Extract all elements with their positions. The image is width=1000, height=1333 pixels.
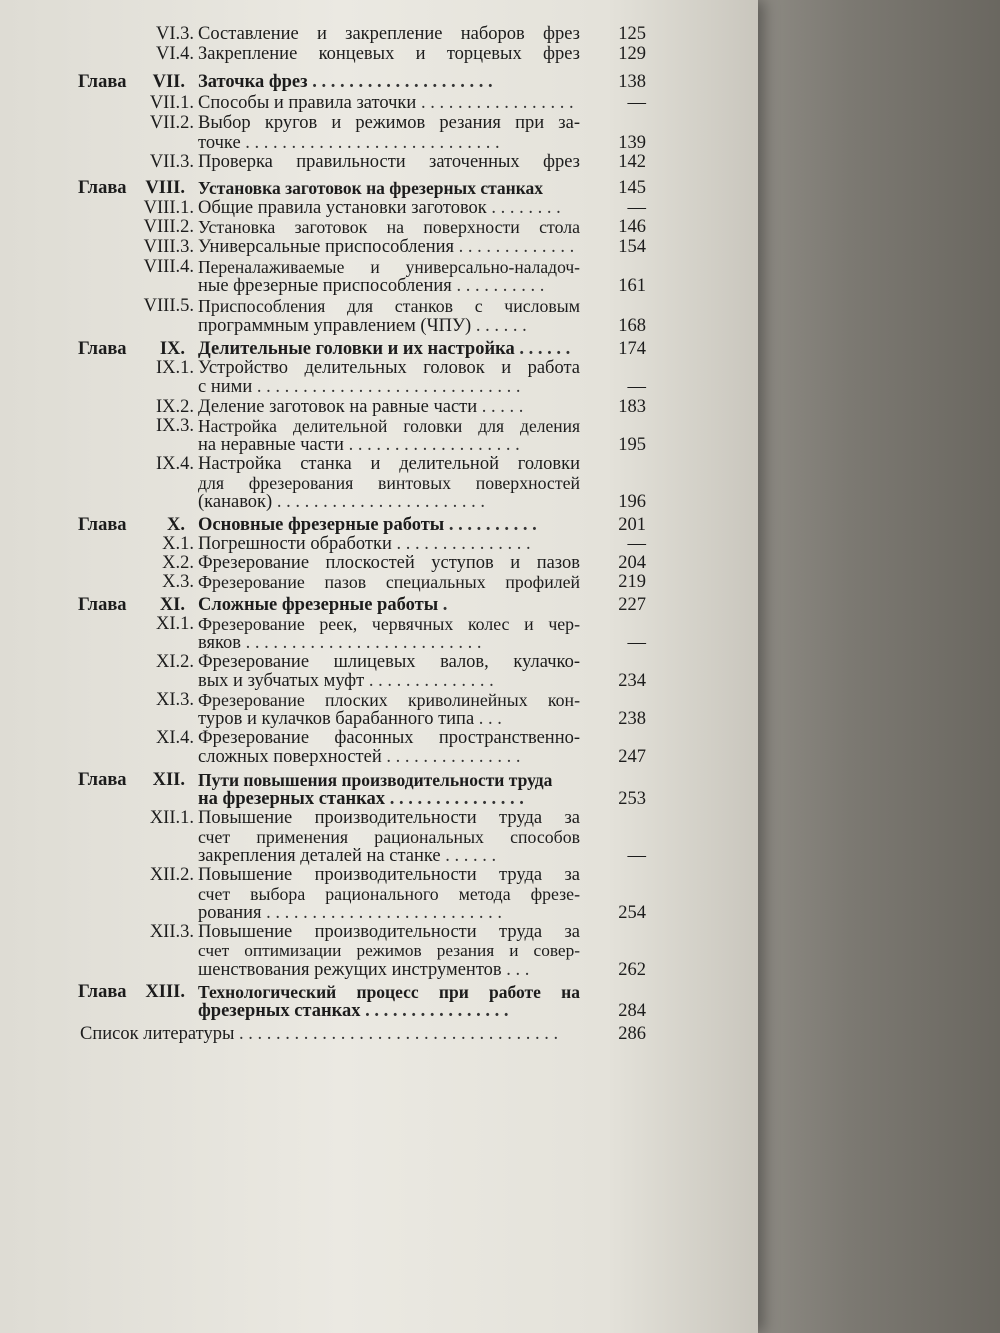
page-number: 129 [618, 44, 646, 64]
section-title-cont: точке [198, 133, 241, 153]
page-number: 174 [618, 339, 646, 359]
section-number: XII.1. [149, 808, 194, 828]
toc-chapter-xi: Глава XI. Сложные фрезерные работы . 227 [78, 595, 646, 615]
section-title-cont: (канавок) [198, 492, 273, 512]
toc-entry-vii2-cont: точке . . . . . . . . . . . . . . . . . . . . . . . . . . . . 139 [198, 133, 646, 153]
section-title-cont: для фрезерования винтовых поверхностей [198, 473, 580, 493]
page-number: 262 [618, 960, 646, 980]
section-title-cont: с ними [198, 377, 253, 397]
section-title: Настройка станка и делительной головки [198, 454, 580, 474]
toc-entry-xii1-cont2: закрепления деталей на станке . . . . . . — [198, 846, 646, 866]
page-number: 201 [618, 515, 646, 535]
section-title: Повышение производительности труда за [198, 922, 580, 942]
toc-entry-xii2-cont2: рования . . . . . . . . . . . . . . . . . . . . . . . . . . 254 [198, 903, 646, 923]
chapter-number: VIII. [145, 178, 185, 198]
section-number: VIII.1. [143, 198, 194, 218]
literature-title: Список литературы [80, 1024, 235, 1044]
chapter-title-cont: на фрезерных станках [198, 789, 386, 809]
section-number: VII.1. [149, 93, 194, 113]
chapter-title: Установка заготовок на фрезерных станках [198, 178, 544, 198]
toc-entry-x3 [0, 570, 660, 594]
section-title: Фрезерование плоскостей уступов и пазов [198, 553, 580, 573]
toc-chapter-ix: Глава IX. Делительные головки и их настройка . . . . . . 174 [78, 339, 646, 359]
page-number: 204 [618, 553, 646, 573]
toc-entry-ix2: IX.2. Деление заготовок на равные части . . . . . 183 [0, 395, 660, 419]
page-number: 138 [618, 72, 646, 92]
toc-chapter-xiii-cont: фрезерных станках . . . . . . . . . . . . . . . . 284 [198, 1001, 646, 1021]
page-number: — [627, 534, 646, 554]
section-number: XI.1. [155, 614, 194, 634]
section-title: Повышение производительности труда за [198, 865, 580, 885]
section-title-cont: туров и кулачков барабанного типа [198, 709, 475, 729]
section-number: IX.2. [155, 397, 194, 417]
section-title-cont: рования [198, 903, 262, 923]
page-number: 183 [618, 397, 646, 417]
section-title-cont: вых и зубчатых муфт [198, 671, 365, 691]
toc-entry-vii3 [0, 150, 660, 174]
toc-entry-literature: Список литературы . . . . . . . . . . . . . . . . . . . . . . . . . . . . . . . . . . . 286 [80, 1024, 646, 1044]
section-title: Устройство делительных головок и работа [198, 358, 580, 378]
toc-entry-xi4-cont: сложных поверхностей . . . . . . . . . . . . . . . 247 [198, 747, 646, 767]
section-number: X.1. [162, 534, 194, 554]
section-number: XII.2. [149, 865, 194, 885]
toc-entry-xi2-cont: вых и зубчатых муфт . . . . . . . . . . . . . . 234 [198, 671, 646, 691]
page-number: 234 [618, 671, 646, 691]
toc-entry-vi4 [0, 42, 660, 66]
section-number: VI.4. [155, 44, 194, 64]
chapter-number: XI. [159, 595, 185, 615]
page-number: 284 [618, 1001, 646, 1021]
section-number: X.2. [162, 553, 194, 573]
section-title-cont: на неравные части [198, 435, 344, 455]
toc-entry-viii3: VIII.3. Универсальные приспособления . . . . . . . . . . . . . 154 [0, 235, 660, 259]
toc-entry-x1: X.1. Погрешности обработки . . . . . . . . . . . . . . . — [0, 532, 660, 556]
section-title-cont: вяков [198, 633, 242, 653]
section-title: Фрезерование шлицевых валов, кулачко- [198, 652, 580, 672]
section-title: Выбор кругов и режимов резания при за- [198, 113, 580, 133]
section-number: XI.2. [155, 652, 194, 672]
toc-entry-viii5-cont: программным управлением (ЧПУ) . . . . . . 168 [198, 316, 646, 336]
section-number: VII.2. [149, 113, 194, 133]
section-title-cont: ные фрезерные приспособления [198, 276, 452, 296]
section-title: Фрезерование фасонных пространственно- [198, 728, 580, 748]
section-title: Проверка правильности заточенных фрез [198, 152, 580, 172]
section-number: IX.3. [155, 416, 194, 436]
section-title: Приспособления для станков с числовым [198, 296, 580, 316]
section-number: VIII.2. [143, 217, 194, 237]
section-title-cont: шенствования режущих инструментов [198, 960, 502, 980]
section-title: Установка заготовок на поверхности стола [198, 217, 580, 237]
page-number: — [627, 93, 646, 113]
page-number: 139 [618, 133, 646, 153]
chapter-title: Технологический процесс при работе на [198, 982, 580, 1002]
section-title: Общие правила установки заготовок [198, 198, 487, 218]
toc-chapter-vii: Глава VII. Заточка фрез . . . . . . . . . . . . . . . . . . . . 138 [78, 72, 646, 92]
section-number: IX.4. [155, 454, 194, 474]
page-number: — [627, 377, 646, 397]
chapter-number: VII. [152, 72, 185, 92]
section-title: Настройка делительной головки для деления [198, 416, 580, 436]
section-title: Фрезерование реек, червячных колес и чер- [198, 614, 580, 634]
section-number: XI.4. [155, 728, 194, 748]
section-title-cont: счет выбора рационального метода фрезе- [198, 884, 580, 904]
toc-chapter-xii-cont: на фрезерных станках . . . . . . . . . . . . . . . 253 [198, 789, 646, 809]
section-number: XI.3. [155, 690, 194, 710]
toc-entry-ix3-cont: на неравные части . . . . . . . . . . . . . . . . . . . 195 [198, 435, 646, 455]
page-number: 219 [618, 572, 646, 592]
section-number: VIII.4. [143, 257, 194, 277]
toc-entry-ix4-cont2: (канавок) . . . . . . . . . . . . . . . . . . . . . . . 196 [198, 492, 646, 512]
page-number: — [627, 633, 646, 653]
toc-entry-xi1-cont: вяков . . . . . . . . . . . . . . . . . . . . . . . . . . — [198, 633, 646, 653]
section-title: Способы и правила заточки [198, 93, 417, 113]
page-number: — [627, 198, 646, 218]
page-number: 154 [618, 237, 646, 257]
section-title: Переналаживаемые и универсально-наладоч- [198, 257, 580, 277]
section-number: VI.3. [155, 24, 194, 44]
section-number: VII.3. [149, 152, 194, 172]
section-number: VIII.3. [143, 237, 194, 257]
chapter-number: XII. [152, 770, 185, 790]
toc-entry-xi3-cont: туров и кулачков барабанного типа . . . 238 [198, 709, 646, 729]
page-number: 146 [618, 217, 646, 237]
chapter-word: Глава [78, 982, 127, 1002]
toc-entry-xii3-cont2: шенствования режущих инструментов . . . 262 [198, 960, 646, 980]
toc-chapter-x: Глава X. Основные фрезерные работы . . . . . . . . . . 201 [78, 515, 646, 535]
page-number: 145 [618, 178, 646, 198]
page-number: 125 [618, 24, 646, 44]
section-title: Деление заготовок на равные части [198, 397, 478, 417]
toc-entry-ix1-cont: с ними . . . . . . . . . . . . . . . . . . . . . . . . . . . . . — [198, 377, 646, 397]
section-number: XII.3. [149, 922, 194, 942]
page-number: 168 [618, 316, 646, 336]
page-number: 227 [618, 595, 646, 615]
section-title-cont: счет применения рациональных способов [198, 827, 580, 847]
chapter-word: Глава [78, 770, 127, 790]
section-number: X.3. [162, 572, 194, 592]
page-number: 142 [618, 152, 646, 172]
section-title-cont: закрепления деталей на станке [198, 846, 441, 866]
page-number: 254 [618, 903, 646, 923]
section-number: IX.1. [155, 358, 194, 378]
page-number: 286 [618, 1024, 646, 1044]
section-title-cont: сложных поверхностей [198, 747, 382, 767]
page-number: 196 [618, 492, 646, 512]
table-surface [750, 0, 1000, 1333]
page-number: 253 [618, 789, 646, 809]
chapter-number: IX. [159, 339, 185, 359]
chapter-word: Глава [78, 72, 127, 92]
toc-entry-viii1: VIII.1. Общие правила установки заготовок . . . . . . . . — [0, 196, 660, 220]
section-title: Составление и закрепление наборов фрез [198, 24, 580, 44]
section-title: Закрепление концевых и торцевых фрез [198, 44, 580, 64]
page-number: 238 [618, 709, 646, 729]
chapter-word: Глава [78, 595, 127, 615]
section-title: Универсальные приспособления [198, 237, 455, 257]
chapter-title: Сложные фрезерные работы [198, 595, 439, 615]
chapter-title: Делительные головки и их настройка [198, 339, 515, 359]
chapter-title: Основные фрезерные работы [198, 515, 445, 535]
chapter-title-cont: фрезерных станках [198, 1001, 361, 1021]
chapter-number: XIII. [145, 982, 185, 1002]
chapter-number: X. [167, 515, 185, 535]
page-number: 161 [618, 276, 646, 296]
section-number: VIII.5. [143, 296, 194, 316]
chapter-title: Заточка фрез [198, 72, 308, 92]
section-title-cont: программным управлением (ЧПУ) [198, 316, 472, 336]
section-title: Фрезерование плоских криволинейных кон- [198, 690, 580, 710]
chapter-word: Глава [78, 178, 127, 198]
page-number: 195 [618, 435, 646, 455]
chapter-title: Пути повышения производительности труда [198, 770, 553, 790]
toc-entry-viii4-cont: ные фрезерные приспособления . . . . . . . . . . 161 [198, 276, 646, 296]
chapter-word: Глава [78, 339, 127, 359]
chapter-word: Глава [78, 515, 127, 535]
page-number: — [627, 846, 646, 866]
page-number: 247 [618, 747, 646, 767]
section-title: Повышение производительности труда за [198, 808, 580, 828]
section-title: Погрешности обработки [198, 534, 392, 554]
toc-entry-vii1: VII.1. Способы и правила заточки . . . . . . . . . . . . . . . . . — [0, 91, 660, 115]
section-title: Фрезерование пазов специальных профилей [198, 572, 580, 592]
section-title-cont: счет оптимизации режимов резания и совер- [198, 941, 580, 960]
